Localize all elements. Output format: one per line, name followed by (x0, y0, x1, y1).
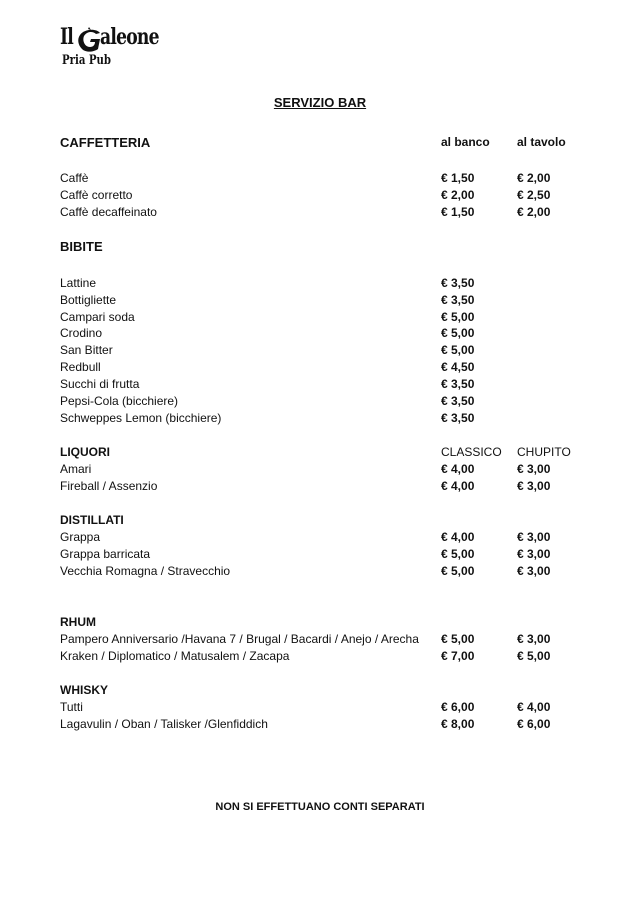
item-name: Caffè (60, 171, 89, 185)
menu-item (60, 563, 580, 580)
item-name: Redbull (60, 360, 101, 374)
logo (60, 24, 170, 76)
menu-item (60, 461, 580, 478)
item-price-chupito: € 3,00 (517, 530, 551, 544)
section-header-whisky (60, 682, 580, 699)
item-name: Campari soda (60, 310, 135, 324)
item-price-classico: € 6,00 (441, 700, 475, 714)
column-header-al-banco: al banco (441, 135, 490, 149)
item-price-classico: € 4,00 (441, 462, 475, 476)
menu-item (60, 292, 580, 309)
item-price: € 5,00 (441, 343, 475, 357)
item-name: Amari (60, 462, 92, 476)
item-name: Grappa (60, 530, 101, 544)
item-price-tavolo: € 2,00 (517, 205, 551, 219)
item-price-banco: € 2,00 (441, 188, 475, 202)
item-name: Fireball / Assenzio (60, 479, 158, 493)
item-price-classico: € 4,00 (441, 530, 475, 544)
item-price: € 5,00 (441, 310, 475, 324)
item-price-chupito: € 3,00 (517, 462, 551, 476)
page-title: SERVIZIO BAR (273, 95, 367, 110)
section-title: DISTILLATI (60, 513, 124, 527)
item-name: Succhi di frutta (60, 377, 140, 391)
item-price-classico: € 8,00 (441, 717, 475, 731)
item-name: Kraken / Diplomatico / Matusalem / Zacapa (60, 649, 290, 663)
item-price: € 3,50 (441, 377, 475, 391)
item-price-chupito: € 6,00 (517, 717, 551, 731)
menu-item (60, 309, 580, 326)
item-price-tavolo: € 2,50 (517, 188, 551, 202)
item-price: € 5,00 (441, 326, 475, 340)
item-price: € 3,50 (441, 411, 475, 425)
column-header-classico: CLASSICO (441, 445, 502, 459)
menu-item (60, 648, 580, 665)
menu-item (60, 529, 580, 546)
section-header-rhum (60, 614, 580, 631)
menu-item (60, 275, 580, 292)
item-price-chupito: € 3,00 (517, 479, 551, 493)
item-name: Caffè decaffeinato (60, 205, 157, 219)
item-price-chupito: € 3,00 (517, 547, 551, 561)
section-title: RHUM (60, 615, 96, 629)
item-price-classico: € 5,00 (441, 564, 475, 578)
menu-item (60, 359, 580, 376)
item-price: € 3,50 (441, 276, 475, 290)
item-name: San Bitter (60, 343, 113, 357)
item-name: Crodino (60, 326, 103, 340)
item-price-classico: € 5,00 (441, 632, 475, 646)
menu-item (60, 393, 580, 410)
menu-item (60, 376, 580, 393)
logo-subtitle: Pria Pub (62, 53, 112, 68)
menu-item (60, 170, 580, 187)
item-name: Tutti (60, 700, 83, 714)
item-price-classico: € 5,00 (441, 547, 475, 561)
item-price-classico: € 7,00 (441, 649, 475, 663)
section-header-distillati (60, 512, 580, 529)
section-title: BIBITE (60, 239, 103, 254)
menu-item (60, 699, 580, 716)
section-title: WHISKY (60, 683, 108, 697)
item-price-chupito: € 5,00 (517, 649, 551, 663)
item-name: Lagavulin / Oban / Talisker /Glenfiddich (60, 717, 268, 731)
item-price-chupito: € 4,00 (517, 700, 551, 714)
section-title: LIQUORI (60, 445, 110, 459)
galleon-g-icon (76, 27, 102, 53)
logo-text-aleone: aleone (100, 24, 159, 50)
menu-item (60, 631, 580, 648)
section-title: CAFFETTERIA (60, 135, 151, 150)
menu-item (60, 325, 580, 342)
item-name: Vecchia Romagna / Stravecchio (60, 564, 231, 578)
column-header-chupito: CHUPITO (517, 445, 571, 459)
item-name: Caffè corretto (60, 188, 133, 202)
item-price-banco: € 1,50 (441, 171, 475, 185)
footer-note: NON SI EFFETTUANO CONTI SEPARATI (215, 801, 425, 813)
menu-item (60, 478, 580, 495)
item-name: Bottigliette (60, 293, 117, 307)
item-name: Grappa barricata (60, 547, 151, 561)
section-header-liquori (60, 444, 580, 461)
menu-item (60, 342, 580, 359)
item-price-chupito: € 3,00 (517, 564, 551, 578)
column-header-al-tavolo: al tavolo (517, 135, 566, 149)
item-price-banco: € 1,50 (441, 205, 475, 219)
item-price: € 3,50 (441, 293, 475, 307)
item-price-chupito: € 3,00 (517, 632, 551, 646)
section-header-bibite (60, 238, 580, 255)
item-price-classico: € 4,00 (441, 479, 475, 493)
section-header-caffetteria (60, 134, 580, 151)
menu-item (60, 716, 580, 733)
item-price: € 4,50 (441, 360, 475, 374)
menu-item (60, 204, 580, 221)
item-price: € 3,50 (441, 394, 475, 408)
menu-item (60, 546, 580, 563)
menu-item (60, 410, 580, 427)
logo-text-il: Il (60, 24, 73, 50)
item-name: Schweppes Lemon (bicchiere) (60, 411, 222, 425)
item-name: Lattine (60, 276, 97, 290)
menu-item (60, 187, 580, 204)
item-name: Pepsi-Cola (bicchiere) (60, 394, 179, 408)
item-name: Pampero Anniversario /Havana 7 / Brugal / Bacardi / Anejo / Arecha (60, 632, 419, 646)
item-price-tavolo: € 2,00 (517, 171, 551, 185)
